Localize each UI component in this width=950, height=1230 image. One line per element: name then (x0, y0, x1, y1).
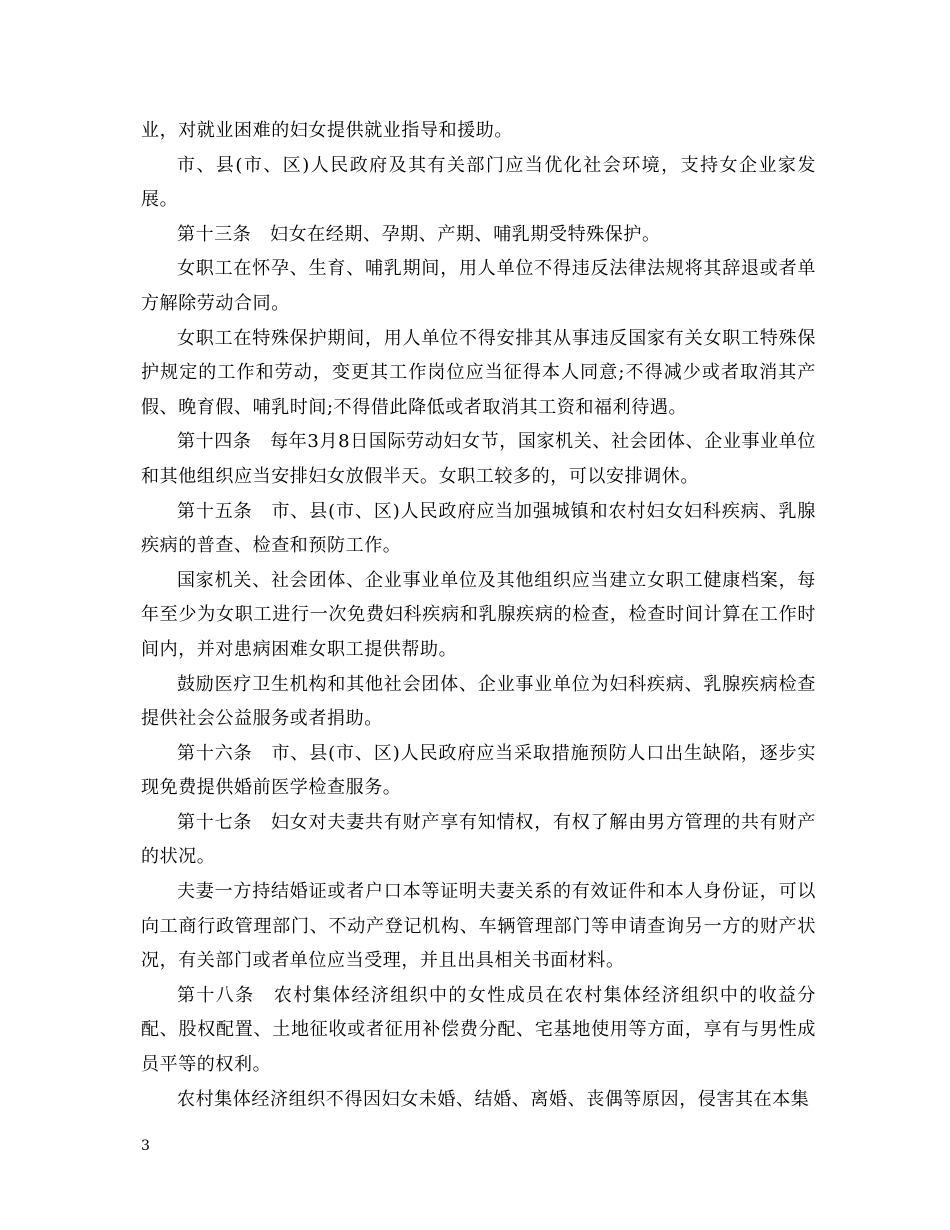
article-17-paragraph: 第十七条 妇女对夫妻共有财产享有知情权，有权了解由男方管理的共有财产的状况。 (141, 811, 816, 868)
article-14-paragraph: 第十四条 每年3月8日国际劳动妇女节，国家机关、社会团体、企业事业单位和其他组织应当安排妇女放假半天。女职工较多的，可以安排调休。 (141, 431, 816, 487)
article-15-paragraph: 第十五条 市、县(市、区)人民政府应当加强城镇和农村妇女妇科疾病、乳腺疾病的普查、检查和预防工作。 (141, 500, 816, 557)
article-13-heading-paragraph: 第十三条 妇女在经期、孕期、产期、哺乳期受特殊保护。 (177, 223, 661, 245)
paragraph: 夫妻一方持结婚证或者户口本等证明夫妻关系的有效证件和本人身份证，可以向工商行政管理部门、不动产登记机构、车辆管理部门等申请查询另一方的财产状况，有关部门或者单位应当受理，并且出具相关书面材料。 (141, 881, 816, 972)
paragraph: 女职工在特殊保护期间，用人单位不得安排其从事违反国家有关女职工特殊保护规定的工作和劳动，变更其工作岗位应当征得本人同意;不得减少或者取消其产假、晚育假、哺乳时间;不得借此降低或者取消其工资和福利待遇。 (141, 327, 816, 418)
page-number: 3 (141, 1138, 150, 1154)
article-16-paragraph: 第十六条 市、县(市、区)人民政府应当采取措施预防人口出生缺陷，逐步实现免费提供婚前医学检查服务。 (141, 742, 816, 799)
paragraph: 农村集体经济组织不得因妇女未婚、结婚、离婚、丧偶等原因，侵害其在本集 (177, 1088, 810, 1110)
paragraph: 市、县(市、区)人民政府及其有关部门应当优化社会环境，支持女企业家发展。 (141, 154, 816, 211)
paragraph: 女职工在怀孕、生育、哺乳期间，用人单位不得违反法律法规将其辞退或者单方解除劳动合同。 (141, 258, 816, 314)
paragraph-continuation: 业，对就业困难的妇女提供就业指导和援助。 (141, 120, 513, 141)
paragraph: 国家机关、社会团体、企业事业单位及其他组织应当建立女职工健康档案，每年至少为女职工进行一次免费妇科疾病和乳腺疾病的检查，检查时间计算在工作时间内，并对患病困难女职工提供帮助。 (141, 569, 816, 660)
article-18-paragraph: 第十八条 农村集体经济组织中的女性成员在农村集体经济组织中的收益分配、股权配置、土地征收或者征用补偿费分配、宅基地使用等方面，享有与男性成员平等的权利。 (141, 984, 816, 1076)
body-text (141, 114, 816, 1117)
paragraph: 鼓励医疗卫生机构和其他社会团体、企业事业单位为妇科疾病、乳腺疾病检查提供社会公益服务或者捐助。 (141, 673, 816, 730)
